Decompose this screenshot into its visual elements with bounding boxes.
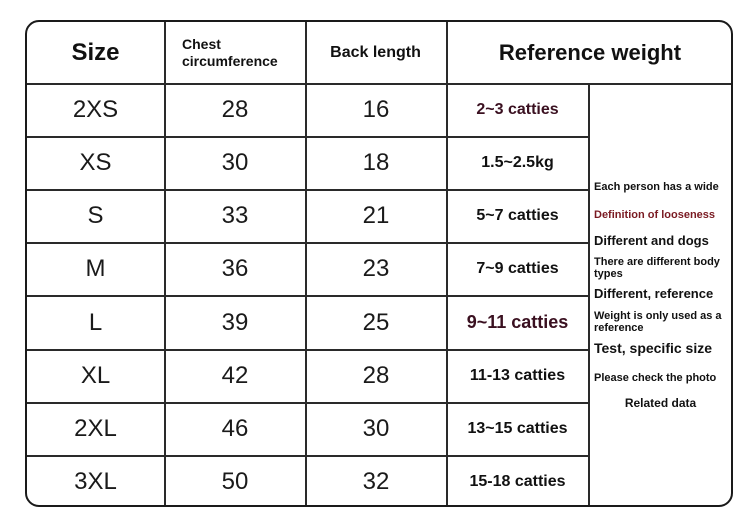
size-cell: 3XL <box>74 467 117 495</box>
chest-cell: 46 <box>221 415 249 442</box>
size-cell: XL <box>80 362 111 389</box>
header-chest-line1: Chest <box>182 35 221 52</box>
back-length-cell: 28 <box>362 362 390 389</box>
header-back-length: Back length <box>330 43 421 61</box>
back-length-cell: 32 <box>362 467 390 495</box>
back-length-cell: 30 <box>362 415 390 442</box>
size-cell: M <box>85 255 106 282</box>
back-length-cell: 16 <box>362 96 390 123</box>
chest-cell: 42 <box>221 362 249 389</box>
size-cell: 2XL <box>74 415 117 442</box>
header-chest-line2: circumference <box>182 52 278 69</box>
note-line: Different, reference <box>594 286 714 301</box>
note-line: Each person has a wide <box>594 181 719 193</box>
weight-cell: 5~7 catties <box>476 207 559 224</box>
header-chest <box>182 22 302 83</box>
note-line: Related data <box>624 396 697 410</box>
back-length-cell: 18 <box>362 149 390 176</box>
weight-cell: 15-18 catties <box>469 472 566 490</box>
note-line: Test, specific size <box>594 340 713 356</box>
weight-cell: 13~15 catties <box>467 420 568 437</box>
size-cell: L <box>88 308 103 336</box>
header-reference-weight: Reference weight <box>498 39 682 65</box>
chest-cell: 33 <box>221 202 249 229</box>
size-cell: XS <box>79 149 112 176</box>
note-line: Weight is only used as a reference <box>594 310 722 334</box>
weight-cell: 7~9 catties <box>476 260 559 277</box>
chest-cell: 30 <box>221 149 249 176</box>
note-line: There are different body types <box>594 256 720 280</box>
back-length-cell: 25 <box>362 308 390 336</box>
note-line: Please check the photo <box>594 372 717 384</box>
note-line: Definition of looseness <box>594 209 716 221</box>
chest-cell: 36 <box>221 255 249 282</box>
back-length-cell: 23 <box>362 255 390 282</box>
header-size: Size <box>71 38 120 66</box>
chest-cell: 39 <box>221 308 249 336</box>
weight-cell: 1.5~2.5kg <box>481 154 554 171</box>
size-chart-table <box>25 20 733 507</box>
weight-cell: 9~11 catties <box>466 312 569 332</box>
note-line: Different and dogs <box>594 233 709 248</box>
weight-cell: 11-13 catties <box>469 367 566 384</box>
size-cell: 2XS <box>72 96 119 123</box>
chest-cell: 50 <box>221 467 249 495</box>
weight-cell: 2~3 catties <box>476 101 559 118</box>
back-length-cell: 21 <box>362 202 390 229</box>
size-cell: S <box>87 202 104 229</box>
chest-cell: 28 <box>221 96 249 123</box>
